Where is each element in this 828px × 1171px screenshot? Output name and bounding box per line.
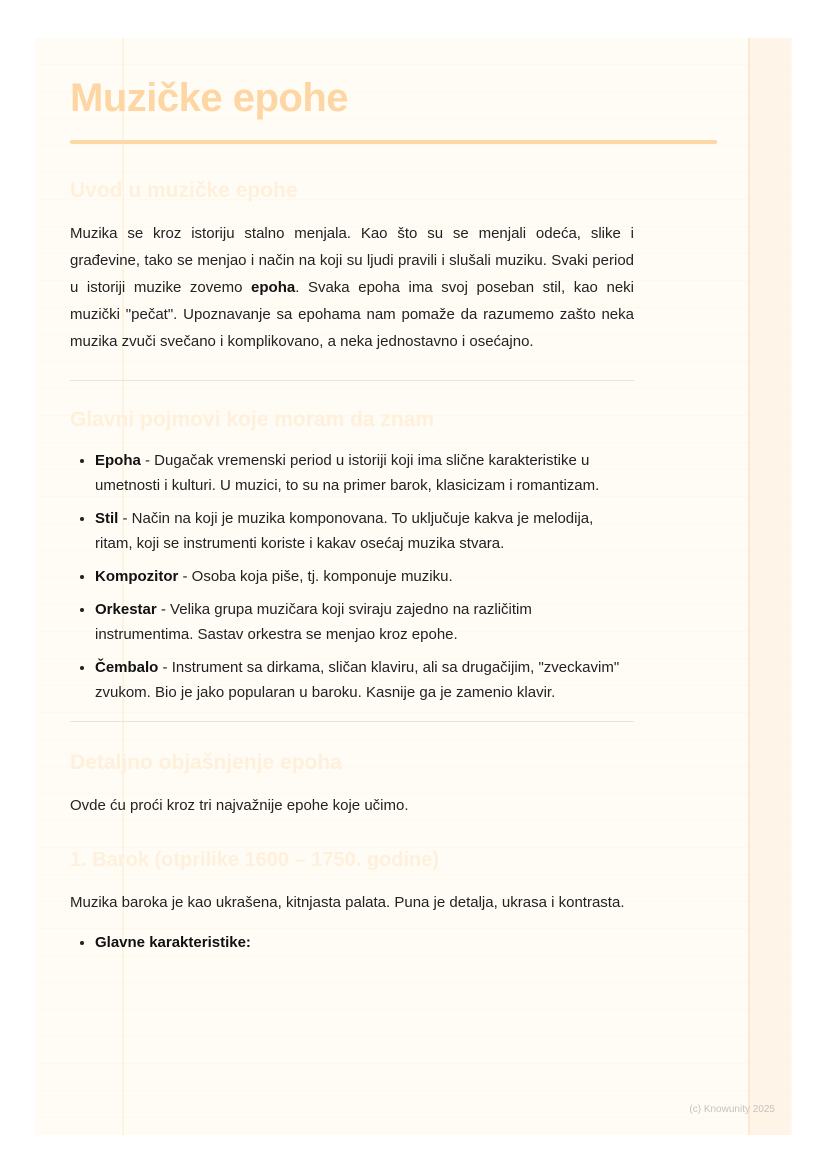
term-desc: - Instrument sa dirkama, sličan klaviru, ali sa drugačijim, "zveckavim" zvukom. Bio je jako popularan u baroku. Kasnije ga je zamenio klavir.	[95, 659, 620, 701]
text: . Svaka epoha ima svoj poseban stil, kao neki muzički "pečat". Upoznavanje sa epohama nam pomaže da razumemo zašto neka muzika zvuči svečano i komplikovano, a neka jednostavno i osećajno.	[70, 279, 634, 350]
bold-term: epoha	[251, 279, 296, 296]
term-desc: - Način na koji je muzika komponovana. To uključuje kakva je melodija, ritam, koji se instrumenti koriste i kakav osećaj muzika stvara.	[95, 510, 594, 552]
section-heading-terms: Glavni pojmovi koje moram da znam	[70, 408, 435, 431]
list-item	[95, 564, 634, 589]
document-content	[70, 72, 634, 963]
list-item	[95, 655, 634, 705]
intro-paragraph	[70, 220, 634, 355]
right-margin-band	[748, 38, 792, 1135]
terms-list	[70, 448, 634, 705]
title-divider	[70, 140, 717, 144]
list-item	[95, 506, 634, 556]
list-item	[95, 930, 634, 955]
baroque-list	[70, 930, 634, 955]
term-desc: - Velika grupa muzičara koji sviraju zajedno na različitim instrumentima. Sastav orkestra se menjao kroz epohe.	[95, 601, 532, 643]
list-item	[95, 597, 634, 647]
detail-intro: Ovde ću proći kroz tri najvažnije epohe koje učimo.	[70, 797, 409, 814]
divider	[70, 380, 634, 381]
term-desc: - Osoba koja piše, tj. komponuje muziku.	[178, 568, 453, 585]
section-heading-intro: Uvod u muzičke epohe	[70, 179, 298, 202]
bullet-label: Glavne karakteristike:	[95, 934, 251, 951]
term-desc: - Dugačak vremenski period u istoriji koji ima slične karakteristike u umetnosti i kulturi. U muzici, to su na primer barok, klasicizam i romantizam.	[95, 452, 600, 494]
baroque-paragraph: Muzika baroka je kao ukrašena, kitnjasta palata. Puna je detalja, ukrasa i kontrasta.	[70, 894, 625, 911]
section-heading-detail: Detaljno objašnjenje epoha	[70, 751, 342, 774]
term: Kompozitor	[95, 568, 179, 585]
subheading-baroque: 1. Barok (otprilike 1600 – 1750. godine)	[70, 849, 440, 871]
page-title: Muzičke epohe	[70, 76, 349, 120]
text: Muzika se kroz istoriju stalno menjala. Kao što su se menjali odeća, slike i građevine, tako se menjao i način na koji su ljudi pravili i slušali muziku. Svaki period u istoriji muzike zovemo	[70, 225, 634, 296]
list-item	[95, 448, 634, 498]
term: Epoha	[95, 452, 141, 469]
divider	[70, 721, 634, 722]
term: Orkestar	[95, 601, 157, 618]
term: Čembalo	[95, 659, 159, 676]
footer-copyright: (c) Knowunity 2025	[689, 1104, 775, 1115]
term: Stil	[95, 510, 119, 527]
